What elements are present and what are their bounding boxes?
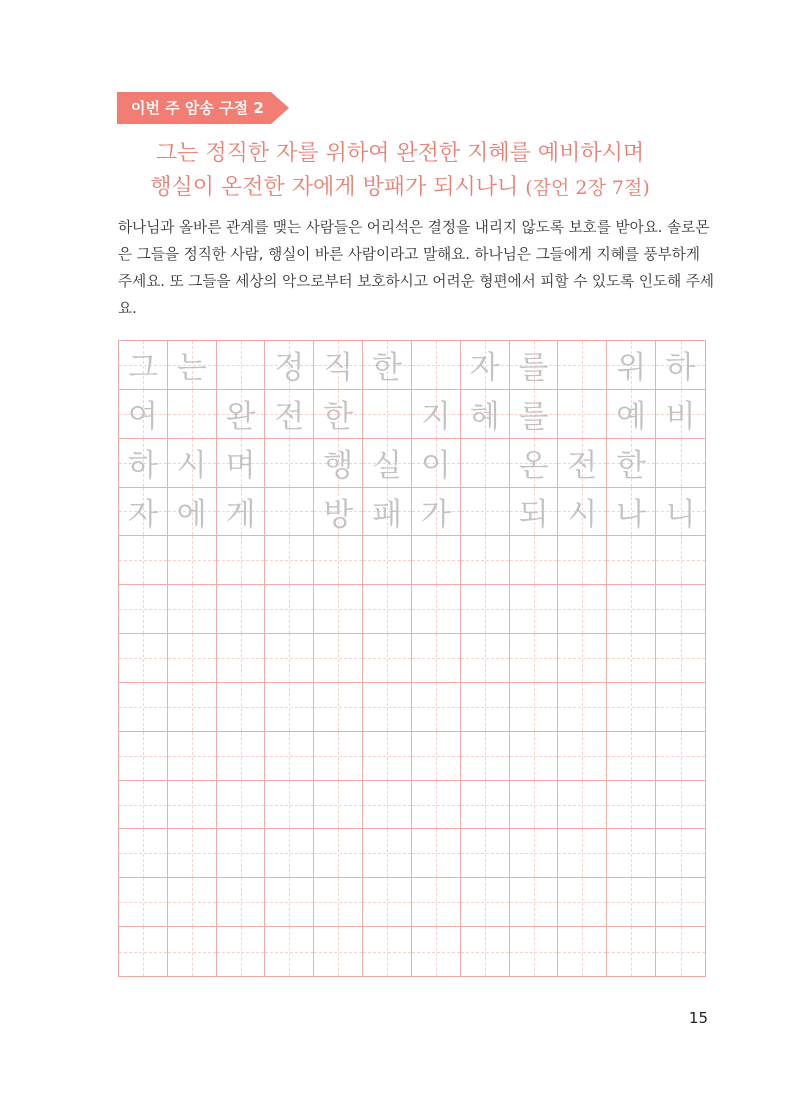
grid-cell [314,536,363,585]
grid-cell [119,390,168,439]
grid-cell [656,439,705,488]
grid-cell [510,439,559,488]
grid-cell [363,878,412,927]
grid-cell [412,781,461,830]
grid-cell [656,732,705,781]
trace-character: 하 [127,448,158,485]
trace-character: 가 [420,496,451,533]
grid-cell [656,390,705,439]
grid-cell [314,829,363,878]
grid-cell [265,439,314,488]
trace-character: 전 [567,448,598,485]
grid-cell [558,732,607,781]
grid-cell [168,439,217,488]
grid-cell [510,683,559,732]
grid-cell [461,829,510,878]
grid-cell [168,341,217,390]
grid-cell [607,732,656,781]
trace-character: 한 [323,399,354,436]
grid-cell [412,488,461,537]
grid-cell [314,585,363,634]
trace-character: 자 [469,350,500,387]
grid-cell [217,634,266,683]
grid-cell [412,390,461,439]
grid-cell [607,341,656,390]
grid-cell [607,878,656,927]
trace-character: 자 [127,496,158,533]
grid-cell [461,341,510,390]
grid-cell [168,390,217,439]
handwriting-practice-grid [118,340,706,977]
trace-character: 며 [225,448,256,485]
grid-cell [412,927,461,976]
grid-cell [412,634,461,683]
trace-character: 나 [616,496,647,533]
grid-cell [510,488,559,537]
grid-cell [119,878,168,927]
grid-cell [217,781,266,830]
trace-character: 그 [127,350,158,387]
grid-cell [510,732,559,781]
grid-cell [656,683,705,732]
grid-cell [412,683,461,732]
grid-cell [265,341,314,390]
grid-cell [510,927,559,976]
grid-cell [558,341,607,390]
grid-cell [314,927,363,976]
grid-cell [363,341,412,390]
grid-cell [119,781,168,830]
trace-character: 지 [420,399,451,436]
grid-cell [558,390,607,439]
trace-character: 패 [372,496,403,533]
grid-cell [363,829,412,878]
grid-cell [656,585,705,634]
grid-cell [607,585,656,634]
trace-character: 니 [665,496,696,533]
grid-cell [217,488,266,537]
grid-cell [314,878,363,927]
trace-character: 한 [616,448,647,485]
trace-character: 시 [567,496,598,533]
grid-cell [265,732,314,781]
trace-character: 방 [323,496,354,533]
grid-cell [461,878,510,927]
grid-cell [558,536,607,585]
grid-cell [412,585,461,634]
grid-cell [461,439,510,488]
grid-cell [363,781,412,830]
trace-character: 에 [176,496,207,533]
grid-cell [168,585,217,634]
grid-cell [510,781,559,830]
grid-cell [119,536,168,585]
trace-character: 한 [372,350,403,387]
grid-cell [461,634,510,683]
grid-cell [265,488,314,537]
grid-cell [510,878,559,927]
grid-cell [656,634,705,683]
grid-cell [656,536,705,585]
grid-cell [461,536,510,585]
grid-cell [217,683,266,732]
grid-cell [363,585,412,634]
grid-cell [314,732,363,781]
grid-cell [558,439,607,488]
grid-cell [217,732,266,781]
grid-cell [168,634,217,683]
memory-verse-badge [117,92,289,124]
trace-character: 직 [323,350,354,387]
grid-cell [217,927,266,976]
grid-cell [510,585,559,634]
trace-character: 전 [274,399,305,436]
grid-cell [607,439,656,488]
grid-cell [314,781,363,830]
grid-cell [363,439,412,488]
grid-cell [314,488,363,537]
grid-cell [119,634,168,683]
grid-cell [265,585,314,634]
trace-character: 예 [616,399,647,436]
grid-cell [314,439,363,488]
verse-line-1: 그는 정직한 자를 위하여 완전한 지혜를 예비하시며 [155,141,645,166]
grid-cell [607,683,656,732]
trace-character: 완 [225,399,256,436]
grid-cell [363,927,412,976]
grid-cell [558,634,607,683]
trace-character: 혜 [469,399,500,436]
trace-character: 를 [518,350,549,387]
trace-character: 온 [518,448,549,485]
grid-cell [607,634,656,683]
grid-cell [217,829,266,878]
grid-cell [168,878,217,927]
grid-cell [607,536,656,585]
grid-cell [510,829,559,878]
grid-cell [510,390,559,439]
trace-character: 비 [665,399,696,436]
page-number: 15 [688,1009,708,1027]
grid-cell [119,683,168,732]
grid-cell [558,585,607,634]
grid-cell [168,829,217,878]
grid-cell [461,732,510,781]
verse-line-2 [0,170,800,201]
grid-cell [265,829,314,878]
grid-cell [119,732,168,781]
grid-cell [119,829,168,878]
verse-reference: (잠언 2장 7절) [525,177,650,199]
grid-cell [119,927,168,976]
grid-cell [168,536,217,585]
grid-cell [363,488,412,537]
grid-cell [265,634,314,683]
trace-character: 는 [176,350,207,387]
grid-cell [461,683,510,732]
grid-cell [558,878,607,927]
grid-cell [558,488,607,537]
grid-cell [510,536,559,585]
trace-character: 게 [225,496,256,533]
grid-cell [607,781,656,830]
trace-character: 정 [274,350,305,387]
trace-character: 여 [127,399,158,436]
grid-cell [412,732,461,781]
grid-cell [510,634,559,683]
grid-cell [217,341,266,390]
grid-cell [119,341,168,390]
grid-cell [461,585,510,634]
grid-cell [363,390,412,439]
grid-cell [558,829,607,878]
trace-character: 를 [518,399,549,436]
grid-cell [607,390,656,439]
grid-cell [168,781,217,830]
grid-cell [265,781,314,830]
grid-cell [363,683,412,732]
grid-cell [412,878,461,927]
grid-cell [265,536,314,585]
grid-cell [412,829,461,878]
grid-cell [168,927,217,976]
grid-cell [314,341,363,390]
grid-cell [607,927,656,976]
grid-cell [656,829,705,878]
verse-description: 하나님과 올바른 관계를 맺는 사람들은 어리석은 결정을 내리지 않도록 보호를 받아요. 솔로몬은 그들을 정직한 사람, 행실이 바른 사람이라고 말해요. 하나님은 그들에게 지혜를 풍부하게 주세요. 또 그들을 세상의 악으로부터 보호하시고 어려운 형편에서 피할 수 있도록 인도해 주세요. [118,219,715,317]
grid-cell [412,341,461,390]
grid-cell [119,585,168,634]
grid-cell [461,488,510,537]
grid-cell [461,927,510,976]
grid-cell [265,878,314,927]
grid-cell [558,781,607,830]
grid-cell [656,341,705,390]
grid-cell [363,536,412,585]
grid-cell [510,341,559,390]
grid-cell [558,927,607,976]
verse-line-2-text: 행실이 온전한 자에게 방패가 되시나니 [150,175,519,200]
grid-cell [217,536,266,585]
grid-cell [656,878,705,927]
trace-character: 행 [323,448,354,485]
grid-cell [217,585,266,634]
grid-cell [656,781,705,830]
grid-cell [265,390,314,439]
grid-cell [461,390,510,439]
grid-cell [363,732,412,781]
grid-cell [656,488,705,537]
grid-cell [412,439,461,488]
trace-character: 실 [372,448,403,485]
trace-character: 위 [616,350,647,387]
trace-character: 시 [176,448,207,485]
grid-cell [119,439,168,488]
grid-cell [168,732,217,781]
grid-cell [363,634,412,683]
grid-cell [217,878,266,927]
trace-character: 하 [665,350,696,387]
grid-cell [314,683,363,732]
grid-cell [607,829,656,878]
badge-label: 이번 주 암송 구절 2 [131,99,264,117]
grid-cell [558,683,607,732]
grid-cell [265,683,314,732]
grid-cell [607,488,656,537]
grid-cell [412,536,461,585]
grid-cell [217,439,266,488]
grid-cell [168,488,217,537]
grid-cell [119,488,168,537]
grid-cell [265,927,314,976]
trace-character: 이 [420,448,451,485]
grid-cell [461,781,510,830]
grid-cell [217,390,266,439]
grid-cell [168,683,217,732]
grid-cell [314,390,363,439]
trace-character: 되 [518,496,549,533]
grid-cell [314,634,363,683]
grid-cell [656,927,705,976]
